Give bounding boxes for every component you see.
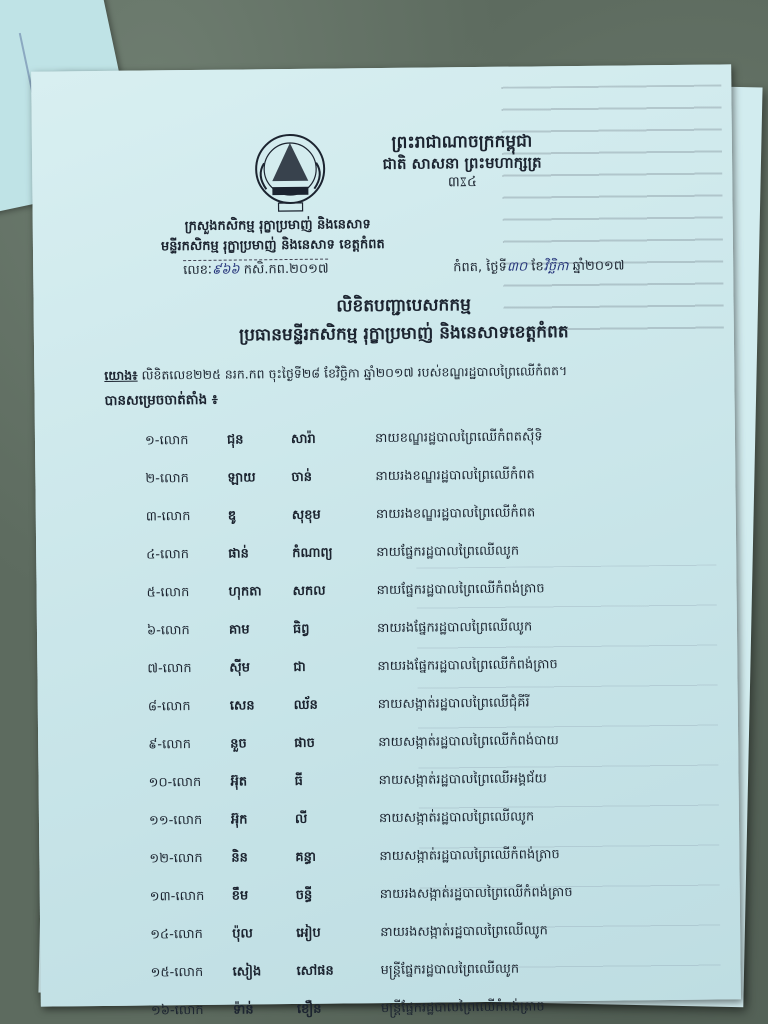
person-number: ១០-លោក bbox=[148, 774, 202, 791]
letter-number-label: លេខៈ bbox=[183, 262, 213, 279]
person-first-name: ប៉ុល bbox=[232, 926, 253, 942]
person-role: នាយសង្កាត់រដ្ឋបាលព្រៃឈើកំពង់បាយ bbox=[378, 733, 559, 751]
royal-emblem-icon bbox=[250, 129, 331, 220]
person-last-name: ផាច bbox=[294, 735, 315, 751]
person-role: មន្ត្រីផ្នែករដ្ឋបាលព្រៃឈើកំពង់ត្រាច bbox=[380, 999, 545, 1017]
person-role: នាយរងសង្កាត់រដ្ឋបាលព្រៃឈើឈូក bbox=[380, 923, 548, 941]
document-title: លិខិតបញ្ជាបេសកកម្ម bbox=[336, 295, 471, 317]
person-number: ១៥-លោក bbox=[150, 964, 204, 981]
person-number: ៨-លោក bbox=[147, 699, 191, 715]
person-role: នាយផ្នែករដ្ឋបាលព្រៃឈើកំពង់ត្រាច bbox=[376, 581, 545, 599]
department-name: មន្ទីរកសិកម្ម រុក្ខាប្រមាញ់ និងនេសាទ ខេត្តកំពត bbox=[160, 236, 385, 255]
person-first-name: សេន bbox=[229, 698, 255, 714]
person-number: ៤-លោក bbox=[146, 547, 190, 563]
person-first-name: និន bbox=[231, 850, 248, 866]
person-number: ១៦-លោក bbox=[150, 1002, 204, 1019]
person-role: នាយសង្កាត់រដ្ឋបាលព្រៃឈើអង្គជ័យ bbox=[378, 771, 547, 789]
person-number: ៣-លោក bbox=[145, 509, 191, 525]
person-role: នាយរងផ្នែករដ្ឋបាលព្រៃឈើឈូក bbox=[376, 619, 533, 637]
reference-label: យោង៖ bbox=[104, 367, 138, 383]
heading-ornament: ៣ೱ៤ bbox=[447, 174, 477, 191]
date-line bbox=[453, 257, 625, 277]
kingdom-heading: ព្រះរាជាណាចក្រកម្ពុជា bbox=[391, 131, 533, 153]
date-day: ៣០ bbox=[506, 259, 528, 275]
person-number: ៦-លោក bbox=[146, 623, 190, 639]
person-last-name: ចន្ធី bbox=[295, 887, 313, 903]
person-last-name: ធី bbox=[294, 773, 303, 789]
person-role: នាយរងសង្កាត់រដ្ឋបាលព្រៃឈើកំពង់ត្រាច bbox=[379, 885, 573, 903]
letter-number-suffix: កសិ.កព.២០១៧ bbox=[243, 261, 329, 278]
person-first-name: ឡាយ bbox=[227, 470, 256, 486]
letter-number bbox=[183, 259, 329, 281]
document-sheet bbox=[31, 64, 741, 1019]
person-number: ៥-លោក bbox=[146, 585, 190, 601]
date-month: វិច្ឆិកា bbox=[543, 259, 569, 275]
decision-label: បានសម្រេចចាត់តាំង ៖ bbox=[104, 391, 218, 409]
person-last-name: អៀប bbox=[296, 925, 321, 941]
person-number: ១៤-លោក bbox=[150, 926, 203, 943]
person-first-name: គាម bbox=[228, 622, 250, 638]
personnel-list bbox=[35, 424, 735, 1019]
person-first-name: ស៊ីម bbox=[229, 660, 251, 676]
person-first-name: ហុកតា bbox=[228, 584, 262, 600]
date-year: ឆ្នាំ២០១៧ bbox=[572, 258, 625, 275]
person-first-name: សៀង bbox=[232, 964, 262, 980]
person-last-name: ឈ័ន bbox=[293, 697, 318, 713]
person-number: ១១-លោក bbox=[148, 812, 203, 829]
person-last-name: ខឿន bbox=[296, 1001, 322, 1017]
person-role: នាយសង្កាត់រដ្ឋបាលព្រៃឈើឈូក bbox=[378, 809, 535, 827]
person-number: ១-លោក bbox=[144, 433, 189, 449]
date-prefix: កំពត, ថ្ងៃទី bbox=[453, 259, 507, 276]
list-item bbox=[36, 538, 736, 567]
reference-line bbox=[104, 361, 704, 385]
list-item bbox=[36, 500, 736, 529]
person-last-name: សកល bbox=[292, 583, 326, 599]
person-last-name: ធិព្វ bbox=[292, 621, 310, 637]
person-last-name: សៅផន bbox=[296, 963, 334, 979]
person-role: មន្ត្រីផ្នែករដ្ឋបាលព្រៃឈើឈូក bbox=[380, 961, 520, 979]
person-last-name: ចាន់ bbox=[291, 469, 313, 485]
person-last-name: សារ៉ា bbox=[290, 431, 316, 447]
ministry-name: ក្រសួងកសិកម្ម រុក្ខាប្រមាញ់ និងនេសាទ bbox=[184, 217, 371, 235]
national-motto: ជាតិ សាសនា ព្រះមហាក្សត្រ bbox=[382, 153, 542, 174]
person-number: ៧-លោក bbox=[147, 661, 192, 677]
person-last-name: គន្ធា bbox=[295, 849, 317, 865]
person-last-name: កំណាព្យ bbox=[292, 545, 333, 561]
person-role: នាយរងខណ្ឌរដ្ឋបាលព្រៃឈើកំពត bbox=[375, 505, 536, 523]
letter-number-value: ៩៦៦ bbox=[211, 262, 240, 278]
person-last-name: សុខុម bbox=[291, 507, 321, 523]
person-first-name: ខឹម bbox=[231, 888, 249, 904]
person-number: ១២-លោក bbox=[149, 850, 203, 867]
list-item bbox=[35, 462, 735, 491]
person-role: នាយផ្នែករដ្ឋបាលព្រៃឈើឈូក bbox=[376, 543, 520, 561]
person-last-name: លី bbox=[294, 811, 308, 827]
person-first-name: ឌូ bbox=[227, 508, 237, 524]
reference-text: លិខិតលេខ២២៥ នរក.កព ចុះថ្ងៃទី២៨ ខែវិច្ឆិកា ឆ្នាំ២០១៧ របស់ខណ្ឌរដ្ឋបាលព្រៃឈើកំពត។ bbox=[141, 363, 568, 383]
person-role: នាយខណ្ឌរដ្ឋបាលព្រៃឈើកំពតស៊ីទិ bbox=[374, 429, 543, 447]
person-role: នាយរងខណ្ឌរដ្ឋបាលព្រៃឈើកំពត bbox=[375, 467, 535, 485]
person-role: នាយរងផ្នែករដ្ឋបាលព្រៃឈើកំពង់ត្រាច bbox=[377, 657, 558, 675]
person-first-name: ផាន់ bbox=[228, 546, 249, 562]
person-role: នាយសង្កាត់រដ្ឋបាលព្រៃឈើជុំគីរី bbox=[377, 695, 530, 713]
person-number: ៩-លោក bbox=[148, 737, 192, 753]
person-first-name: ទ៉ាន់ bbox=[232, 1002, 254, 1018]
date-month-label: ខែ bbox=[531, 259, 544, 275]
person-last-name: ជា bbox=[293, 659, 306, 675]
person-first-name: នួច bbox=[230, 736, 247, 752]
person-first-name: អ៊ុក bbox=[230, 812, 248, 828]
person-number: ១៣-លោក bbox=[149, 888, 205, 905]
document-subtitle: ប្រធានមន្ទីរកសិកម្ម រុក្ខាប្រមាញ់ និងនេសាទខេត្តកំពត bbox=[239, 322, 569, 346]
person-first-name: ជុន bbox=[226, 432, 244, 448]
person-role: នាយសង្កាត់រដ្ឋបាលព្រៃឈើកំពង់ត្រាច bbox=[379, 847, 560, 865]
list-item bbox=[41, 994, 741, 1023]
person-first-name: អ៊ុត bbox=[230, 774, 248, 790]
list-item bbox=[35, 424, 735, 453]
person-number: ២-លោក bbox=[145, 471, 189, 487]
